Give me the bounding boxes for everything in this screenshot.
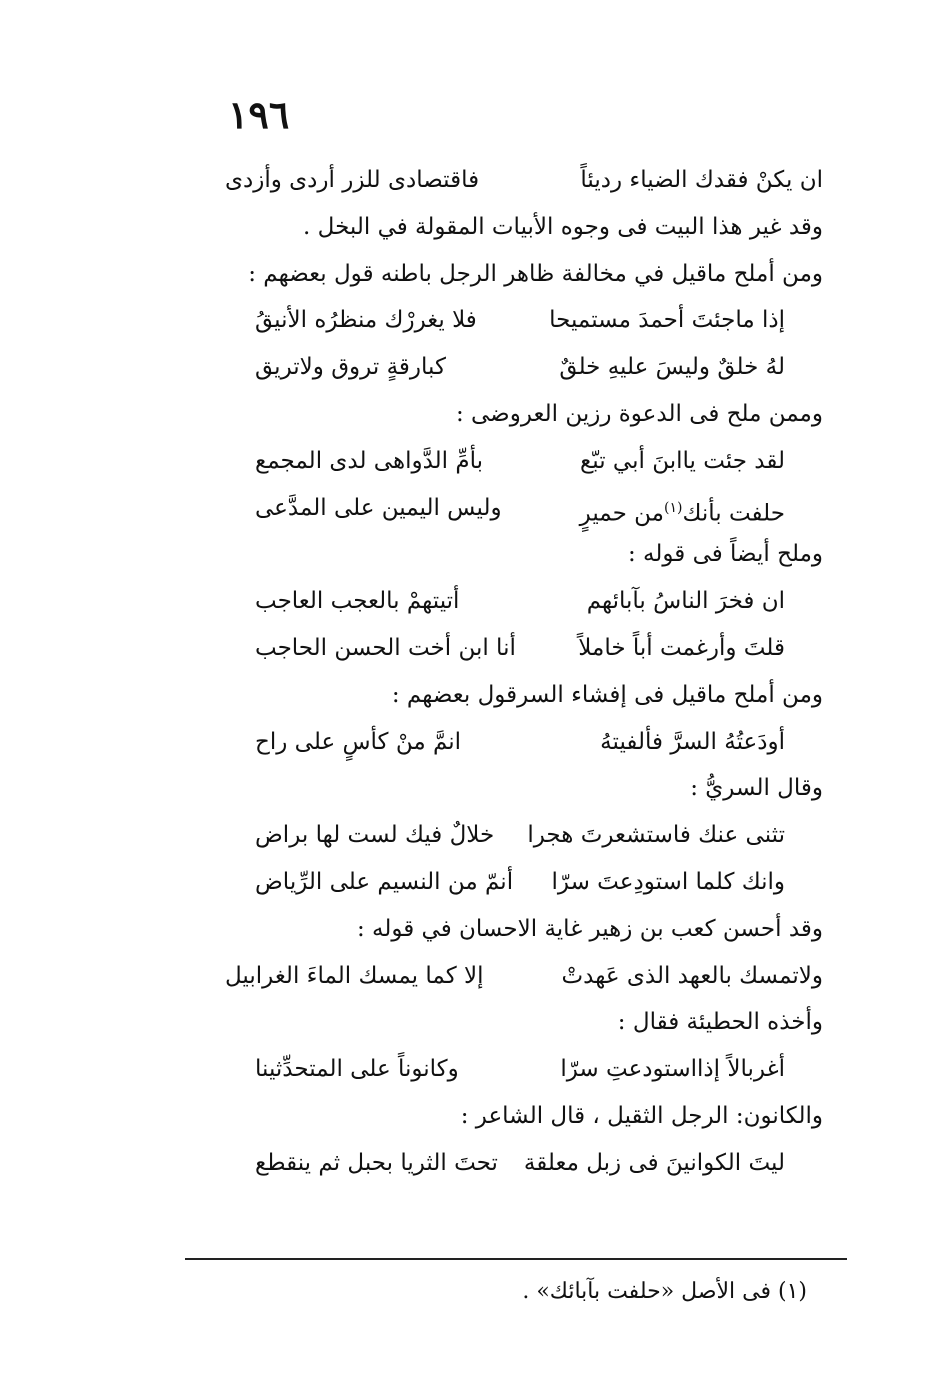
footnote-marker: (١) bbox=[663, 499, 683, 516]
prose-line: ومن أملح ماقيل فى إفشاء السرقول بعضهم : bbox=[391, 681, 823, 708]
verse-first-hemistich: لهُ خلقٌ وليسَ عليهِ خلقٌ bbox=[559, 354, 785, 381]
prose-line: وقد غير هذا البيت فى وجوه الأبيات المقولة في البخل . bbox=[303, 213, 823, 240]
verse-second-hemistich: فلا يغررْك منظرُه الأنيقُ bbox=[255, 307, 477, 334]
verse-first-hemistich: ان يكنْ فقدك الضياء رديئاً bbox=[580, 167, 823, 193]
verse-line bbox=[255, 630, 785, 666]
verse-second-hemistich: أنا ابن أخت الحسن الحاجب bbox=[255, 635, 516, 661]
verse-second-hemistich: أتيتهمْ بالعجب العاجب bbox=[255, 588, 460, 615]
prose-line: وملح أيضاً فى قوله : bbox=[627, 541, 823, 568]
prose-line: ومن أملح ماقيل في مخالفة ظاهر الرجل باطنه قول بعضهم : bbox=[248, 260, 823, 287]
verse-second-hemistich: أنمّ من النسيم على الرِّياض bbox=[255, 869, 514, 895]
verse-first-hemistich: تثنى عنك فاستشعرتَ هجرا bbox=[527, 822, 785, 849]
verse-line bbox=[255, 443, 785, 479]
footnote: (١) فى الأصل «حلفت بآبائك» . bbox=[522, 1279, 807, 1304]
verse-first-hemistich: لقد جئت ياابنَ أبي تبّع bbox=[580, 447, 785, 474]
verse-first-hemistich bbox=[580, 490, 785, 532]
verse-line bbox=[255, 724, 785, 760]
verse-line bbox=[255, 583, 785, 619]
verse-line bbox=[255, 817, 785, 853]
verse-line bbox=[255, 349, 785, 385]
verse-first-hemistich: أغربالاً إذااستودعتِ سرّا bbox=[560, 1056, 785, 1083]
verse-second-hemistich: إلا كما يمسك الماءَ الغرابيل bbox=[225, 962, 484, 989]
verse-first-hemistich: ليتَ الكوانينَ فى زبل معلقة bbox=[523, 1149, 785, 1176]
verse-line bbox=[225, 162, 823, 198]
verse-first-hemistich: قلتَ وأرغمت أباً خاملاً bbox=[578, 635, 785, 661]
verse-first-hemistich: وانك كلما استودِعتَ سرّا bbox=[551, 869, 785, 895]
verse-first-hemistich: أودَعتُهُ السرَّ فألفيتهُ bbox=[600, 728, 785, 755]
verse-line bbox=[225, 958, 823, 994]
hemistich-part: حلفت بأنك bbox=[682, 500, 785, 527]
verse-first-hemistich: ان فخرَ الناسُ بآبائهم bbox=[586, 588, 785, 615]
prose-line: وممن ملح فى الدعوة رزين العروضى : bbox=[455, 401, 823, 427]
verse-line bbox=[255, 864, 785, 900]
verse-line bbox=[255, 1145, 785, 1181]
verse-second-hemistich: خلالٌ فيك لست لها براض bbox=[255, 822, 495, 849]
footnote-divider bbox=[185, 1258, 847, 1260]
verse-second-hemistich: كبارقةٍ تروق ولاتريق bbox=[255, 354, 446, 381]
page-number: ١٩٦ bbox=[228, 92, 290, 137]
verse-first-hemistich: إذا ماجئتَ أحمدَ مستميحا bbox=[549, 307, 785, 334]
verse-second-hemistich: تحتَ الثريا بحبل ثم ينقطع bbox=[255, 1149, 498, 1176]
verse-line bbox=[255, 1051, 785, 1087]
prose-line: وأخذه الحطيئة فقال : bbox=[617, 1009, 823, 1036]
prose-line: والكانون: الرجل الثقيل ، قال الشاعر : bbox=[460, 1103, 823, 1129]
verse-line bbox=[255, 302, 785, 338]
verse-first-hemistich: ولاتمسك بالعهد الذى عَهدتْ bbox=[561, 962, 823, 989]
hemistich-part: من حميرٍ bbox=[579, 500, 664, 527]
verse-second-hemistich: فاقتصادى للزر أردى وأزدى bbox=[225, 167, 480, 193]
prose-line: وقال السريُّ : bbox=[690, 775, 823, 802]
verse-second-hemistich: انمَّ منْ كأسٍ على راح bbox=[255, 728, 462, 755]
verse-line bbox=[255, 490, 785, 532]
prose-line: وقد أحسن كعب بن زهير غاية الاحسان في قوله : bbox=[356, 915, 823, 942]
verse-second-hemistich: بأمِّ الدَّواهى لدى المجمع bbox=[255, 447, 484, 474]
verse-second-hemistich: وكانوناً على المتحدِّثينا bbox=[255, 1056, 459, 1083]
verse-second-hemistich: وليس اليمين على المدَّعى bbox=[255, 494, 502, 521]
